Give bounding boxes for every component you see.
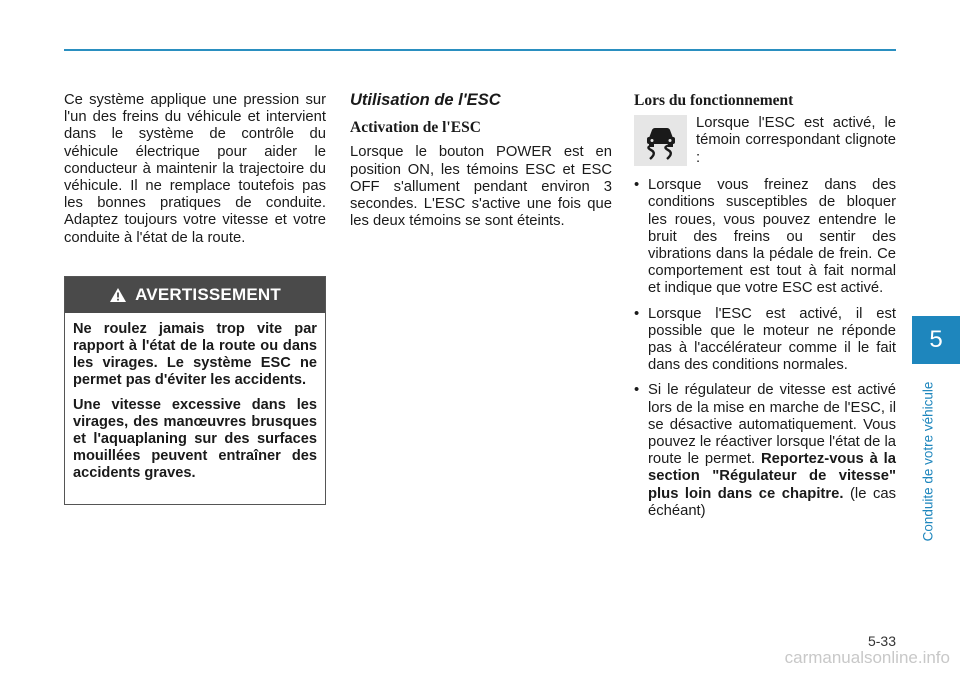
bullet-note: (le cas échéant) — [648, 485, 896, 519]
bullet-reference: Reportez-vous à la section "Régulateur de vitesse" plus loin dans ce chapitre. — [648, 451, 896, 502]
esc-lamp-row — [634, 115, 896, 167]
warning-box — [64, 276, 326, 505]
column-right — [634, 92, 896, 528]
lamp-description: Lorsque l'ESC est activé, le témoin correspondant clignote : — [696, 115, 896, 166]
watermark: carmanualsonline.info — [784, 648, 950, 667]
bullet-text: Lorsque l'ESC est activé, il est possible que le moteur ne réponde pas à l'accélérateur comme il le fait dans des conditions normales. — [648, 305, 896, 374]
esc-skid-car-icon — [641, 121, 681, 161]
operation-heading: Lors du fonctionnement — [634, 92, 794, 109]
warning-title: AVERTISSEMENT — [135, 285, 281, 304]
warning-paragraph-1: Ne roulez jamais trop vite par rapport à l'état de la route ou dans les virages. Le système ESC ne permet pas d'éviter les accidents. — [73, 321, 317, 388]
bullet-marker: • — [634, 177, 640, 194]
chapter-label: Conduite de votre véhicule — [920, 381, 936, 541]
intro-paragraph: Ce système applique une pression sur l'un des freins du véhicule et intervient dans le système de contrôle du véhicule électrique pour aider le conducteur à maintenir la trajectoire du véhicule. Il ne remplace toutefois pas les bonnes pratiques de conduite. Adaptez toujours votre vitesse et votre conduite à l'état de la route. — [64, 92, 326, 246]
warning-header — [65, 277, 325, 313]
column-middle — [350, 92, 612, 230]
page-number: 5-33 — [867, 633, 896, 649]
warning-triangle-icon — [109, 287, 127, 303]
bullet-item-1 — [634, 177, 896, 297]
section-heading: Utilisation de l'ESC — [350, 91, 501, 109]
bullet-text: Lorsque vous freinez dans des conditions susceptibles de bloquer les roues, vous pouvez entendre le bruit des freins ou sentir des vibrations dans la pédale de frein. Ce comportement est tout à fait normal et indique que votre ESC est activé. — [648, 177, 896, 297]
chapter-tab: 5 — [912, 316, 960, 364]
operation-bullets — [634, 177, 896, 520]
top-rule — [64, 49, 896, 51]
subsection-heading: Activation de l'ESC — [350, 119, 481, 137]
chapter-side-label — [896, 376, 960, 546]
column-left — [64, 92, 326, 247]
esc-lamp — [634, 115, 687, 166]
warning-paragraph-2: Une vitesse excessive dans les virages, des manœuvres brusques et l'aquaplaning sur des surfaces mouillées peuvent entraîner des accidents graves. — [73, 397, 317, 481]
bullet-item-2 — [634, 306, 896, 375]
warning-body — [65, 313, 325, 482]
bullet-marker: • — [634, 305, 640, 322]
bullet-item-3 — [634, 382, 896, 520]
bullet-marker: • — [634, 382, 640, 399]
bullet-text: Si le régulateur de vitesse est activé lors de la mise en marche de l'ESC, il se désactive automatiquement. Vous pouvez le réactiver lorsque l'état de la route le permet. — [648, 382, 896, 468]
activation-paragraph: Lorsque le bouton POWER est en position ON, les témoins ESC et ESC OFF s'allument pendant environ 3 secondes. L'ESC s'active une fois que les deux témoins se sont éteints. — [350, 144, 612, 230]
